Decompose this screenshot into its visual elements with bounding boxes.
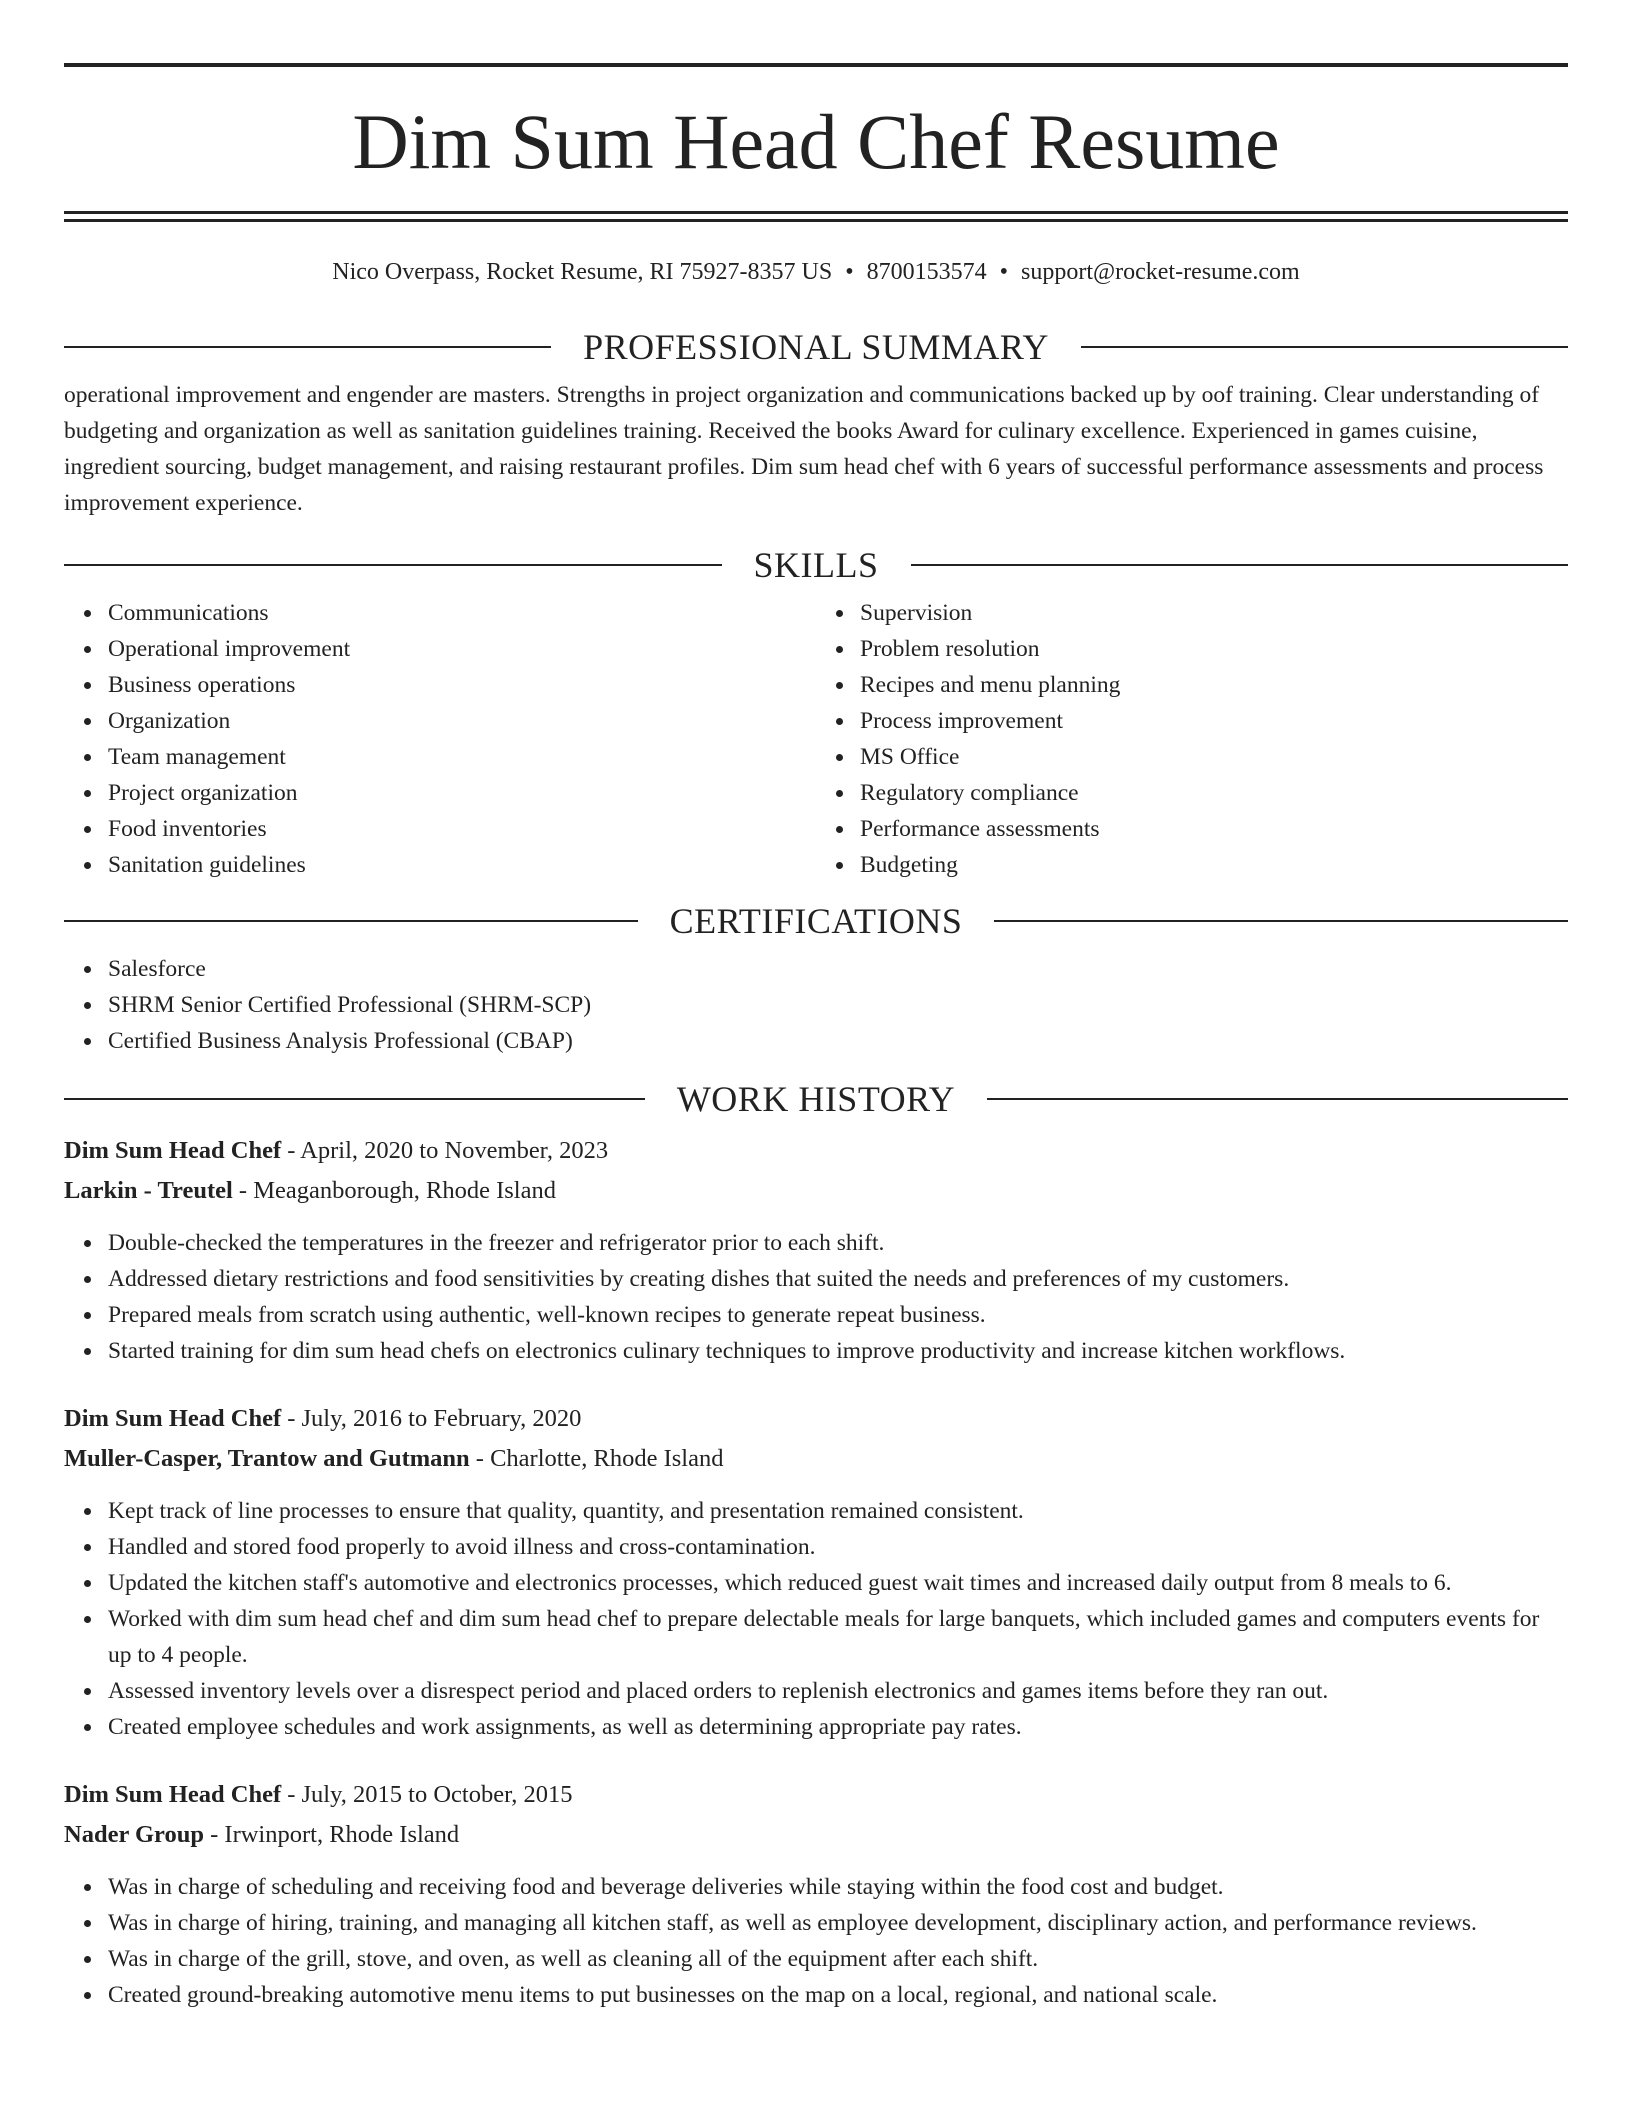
contact-email: support@rocket-resume.com: [1021, 259, 1300, 285]
job-company: Larkin - Treutel: [64, 1176, 233, 1204]
summary-text: operational improvement and engender are masters. Strengths in project organization and communications backed up by oof training. Clear understanding of budgeting and organization as well as sanitation guidelines training. Received the books Award for culinary excellence. Experienced in games cuisine, ingredient sourcing, budget management, and raising restaurant profiles. Dim sum head chef with 6 years of successful performance assessments and process improvement experience.: [64, 381, 1544, 516]
skill-item: Organization: [108, 703, 816, 739]
skills-columns: [64, 595, 1568, 883]
job-title: Dim Sum Head Chef: [64, 1780, 282, 1808]
heading-rule-right: [1081, 346, 1568, 348]
section-heading-work-history: [64, 1078, 1568, 1119]
skill-item: Business operations: [108, 667, 816, 703]
job-title-line: [64, 1131, 1568, 1171]
job-bullet-item: Assessed inventory levels over a disrespect period and placed orders to replenish electronics and games items before they ran out.: [108, 1673, 1568, 1709]
job-bullet-item: Created ground-breaking automotive menu items to put businesses on the map on a local, regional, and national scale.: [108, 1977, 1568, 2013]
job-company: Muller-Casper, Trantow and Gutmann: [64, 1444, 470, 1472]
job-bullets: [64, 1493, 1568, 1745]
contact-line: [64, 258, 1568, 287]
job-bullet-item: Kept track of line processes to ensure that quality, quantity, and presentation remained consistent.: [108, 1493, 1568, 1529]
heading-rule-left: [64, 920, 638, 922]
heading-rule-right: [994, 920, 1568, 922]
skill-item: Communications: [108, 595, 816, 631]
skill-item: MS Office: [860, 739, 1568, 775]
heading-rule-right: [987, 1098, 1568, 1100]
job-location: - Charlotte, Rhode Island: [469, 1444, 724, 1472]
skill-item: Team management: [108, 739, 816, 775]
skills-list-right: [816, 595, 1568, 883]
certifications-list: [64, 951, 1568, 1059]
title-double-rule: [64, 211, 1568, 222]
skill-item: Recipes and menu planning: [860, 667, 1568, 703]
job-bullet-item: Double-checked the temperatures in the freezer and refrigerator prior to each shift.: [108, 1225, 1568, 1261]
job-title-line: [64, 1775, 1568, 1815]
certifications-heading: CERTIFICATIONS: [669, 900, 963, 941]
resume-title: Dim Sum Head Chef Resume: [352, 98, 1280, 185]
job-company-line: [64, 1439, 1568, 1479]
job-dates: - April, 2020 to November, 2023: [281, 1136, 609, 1164]
contact-separator: •: [845, 259, 854, 285]
heading-rule-left: [64, 564, 722, 566]
job-company: Nader Group: [64, 1820, 204, 1848]
job-entry: [64, 1131, 1568, 1369]
job-dates: - July, 2015 to October, 2015: [281, 1780, 573, 1808]
skill-item: Process improvement: [860, 703, 1568, 739]
contact-address: Nico Overpass, Rocket Resume, RI 75927-8357 US: [332, 259, 833, 285]
job-bullet-item: Was in charge of hiring, training, and managing all kitchen staff, as well as employee development, disciplinary action, and performance reviews.: [108, 1905, 1568, 1941]
section-heading-certifications: [64, 900, 1568, 941]
skill-item: Regulatory compliance: [860, 775, 1568, 811]
job-bullet-item: Updated the kitchen staff's automotive and electronics processes, which reduced guest wait times and increased daily output from 8 meals to 6.: [108, 1565, 1568, 1601]
job-company-line: [64, 1171, 1568, 1211]
job-location: - Irwinport, Rhode Island: [204, 1820, 460, 1848]
job-bullet-item: Was in charge of scheduling and receiving food and beverage deliveries while staying within the food cost and budget.: [108, 1869, 1568, 1905]
job-title: Dim Sum Head Chef: [64, 1404, 282, 1432]
section-heading-skills: [64, 544, 1568, 585]
skill-item: Operational improvement: [108, 631, 816, 667]
heading-rule-right: [911, 564, 1569, 566]
job-bullets: [64, 1869, 1568, 2013]
job-bullet-item: Started training for dim sum head chefs on electronics culinary techniques to improve productivity and increase kitchen workflows.: [108, 1333, 1568, 1369]
heading-rule-left: [64, 346, 551, 348]
job-entry: [64, 1775, 1568, 2013]
job-bullet-item: Was in charge of the grill, stove, and oven, as well as cleaning all of the equipment after each shift.: [108, 1941, 1568, 1977]
job-bullet-item: Created employee schedules and work assignments, as well as determining appropriate pay rates.: [108, 1709, 1568, 1745]
certification-item: SHRM Senior Certified Professional (SHRM-SCP): [108, 987, 1568, 1023]
job-dates: - July, 2016 to February, 2020: [281, 1404, 582, 1432]
skill-item: Project organization: [108, 775, 816, 811]
skills-list-left: [64, 595, 816, 883]
job-bullets: [64, 1225, 1568, 1369]
certification-item: Certified Business Analysis Professional (CBAP): [108, 1023, 1568, 1059]
summary-heading: PROFESSIONAL SUMMARY: [583, 326, 1049, 367]
work-history-heading: WORK HISTORY: [676, 1078, 956, 1119]
heading-rule-left: [64, 1098, 645, 1100]
job-bullet-item: Addressed dietary restrictions and food sensitivities by creating dishes that suited the needs and preferences of my customers.: [108, 1261, 1568, 1297]
job-title-line: [64, 1399, 1568, 1439]
skill-item: Food inventories: [108, 811, 816, 847]
skills-heading: SKILLS: [753, 544, 879, 585]
job-bullet-item: Worked with dim sum head chef and dim sum head chef to prepare delectable meals for large banquets, which included games and computers events for up to 4 people.: [108, 1601, 1568, 1673]
skill-item: Supervision: [860, 595, 1568, 631]
job-bullet-item: Prepared meals from scratch using authentic, well-known recipes to generate repeat business.: [108, 1297, 1568, 1333]
skill-item: Budgeting: [860, 847, 1568, 883]
job-entry: [64, 1399, 1568, 1745]
section-heading-summary: [64, 326, 1568, 367]
skill-item: Performance assessments: [860, 811, 1568, 847]
skill-item: Sanitation guidelines: [108, 847, 816, 883]
contact-separator: •: [999, 259, 1009, 285]
skill-item: Problem resolution: [860, 631, 1568, 667]
contact-phone: 8700153574: [866, 259, 987, 285]
job-title: Dim Sum Head Chef: [64, 1136, 282, 1164]
job-location: - Meaganborough, Rhode Island: [232, 1176, 556, 1204]
certification-item: Salesforce: [108, 951, 1568, 987]
job-company-line: [64, 1815, 1568, 1855]
job-bullet-item: Handled and stored food properly to avoid illness and cross-contamination.: [108, 1529, 1568, 1565]
top-rule: [64, 63, 1568, 67]
